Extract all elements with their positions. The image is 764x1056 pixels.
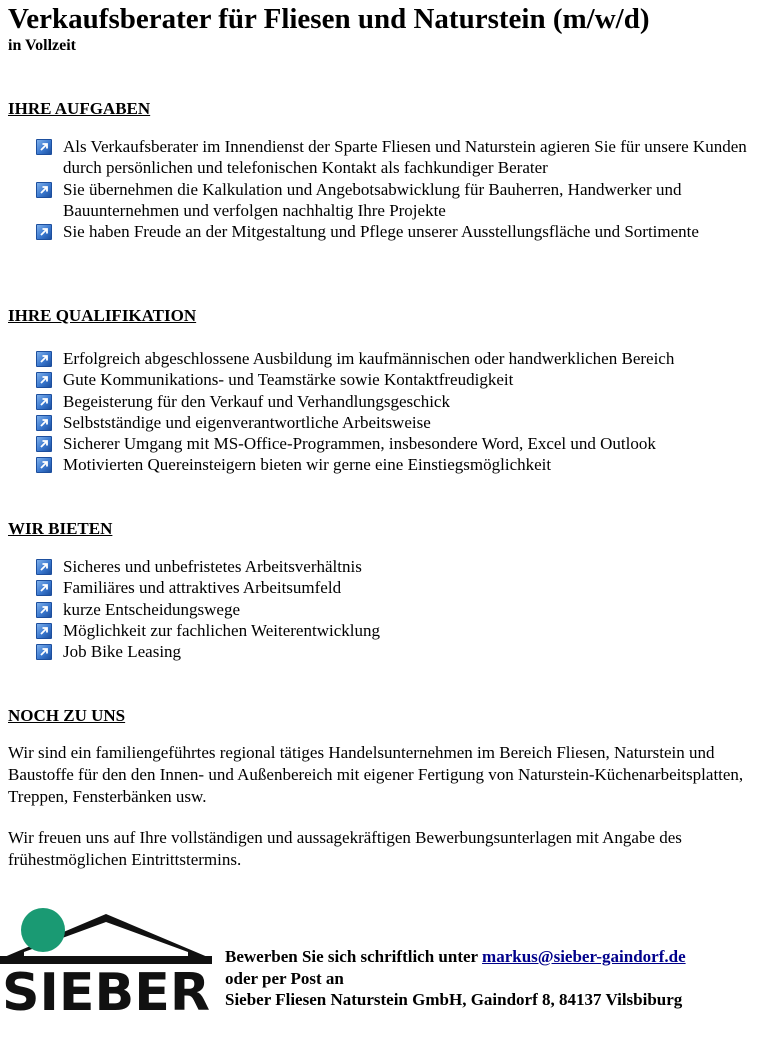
list-item <box>36 179 756 222</box>
arrow-up-right-icon <box>36 602 52 618</box>
list-item-text: Begeisterung für den Verkauf und Verhandlungsgeschick <box>63 391 450 411</box>
list-item <box>36 599 756 620</box>
qualifikation-list <box>36 348 756 476</box>
heading-uns: NOCH ZU UNS <box>8 706 126 725</box>
list-item <box>36 412 756 433</box>
aufgaben-list <box>36 136 756 242</box>
postal-address: Sieber Fliesen Naturstein GmbH, Gaindorf 8, 84137 Vilsbiburg <box>225 990 683 1009</box>
list-item-text: Sie übernehmen die Kalkulation und Angebotsabwicklung für Bauherren, Handwerker und Bauunternehmen und verfolgen nachhaltig Ihre Projekte <box>63 179 682 220</box>
sieber-logo <box>0 906 212 1018</box>
arrow-up-right-icon <box>36 436 52 452</box>
list-item <box>36 577 756 598</box>
company-description: Wir sind ein familiengeführtes regional tätiges Handelsunternehmen im Bereich Fliesen, Naturstein und Baustoffe für den den Innen- und Außenbereich mit eigener Fertigung von Naturstein-Küchenarbeitsplatten, Treppen, Fensterbänken usw. <box>8 743 744 806</box>
arrow-up-right-icon <box>36 351 52 367</box>
arrow-up-right-icon <box>36 394 52 410</box>
bieten-list <box>36 556 756 662</box>
contact-intro: Bewerben Sie sich schriftlich unter <box>225 947 483 966</box>
list-item-text: kurze Entscheidungswege <box>63 599 241 619</box>
arrow-up-right-icon <box>36 139 52 155</box>
list-item <box>36 348 756 369</box>
contact-block <box>225 946 686 1011</box>
arrow-up-right-icon <box>36 182 52 198</box>
logo-text: SIEBER <box>2 963 210 1018</box>
list-item-text: Als Verkaufsberater im Innendienst der Sparte Fliesen und Naturstein agieren Sie für unsere Kunden durch persönlichen und telefonischen Kontakt als fachkundiger Berater <box>63 137 747 178</box>
list-item-text: Familiäres und attraktives Arbeitsumfeld <box>63 578 342 598</box>
application-note: Wir freuen uns auf Ihre vollständigen und aussagekräftigen Bewerbungsunterlagen mit Angabe des frühestmöglichen Eintrittstermins. <box>8 828 682 869</box>
list-item <box>36 454 756 475</box>
arrow-up-right-icon <box>36 559 52 575</box>
arrow-up-right-icon <box>36 224 52 240</box>
list-item-text: Motivierten Quereinsteigern bieten wir gerne eine Einstiegsmöglichkeit <box>63 455 552 475</box>
list-item <box>36 369 756 390</box>
arrow-up-right-icon <box>36 457 52 473</box>
arrow-up-right-icon <box>36 644 52 660</box>
list-item-text: Selbstständige und eigenverantwortliche Arbeitsweise <box>63 412 431 432</box>
arrow-up-right-icon <box>36 580 52 596</box>
heading-bieten: WIR BIETEN <box>8 519 113 538</box>
employment-type: in Vollzeit <box>8 37 77 54</box>
contact-line-1 <box>225 946 686 968</box>
list-item-text: Sicherer Umgang mit MS-Office-Programmen, insbesondere Word, Excel und Outlook <box>63 434 656 454</box>
heading-aufgaben: IHRE AUFGABEN <box>8 99 151 118</box>
list-item-text: Gute Kommunikations- und Teamstärke sowie Kontaktfreudigkeit <box>63 370 514 390</box>
arrow-up-right-icon <box>36 623 52 639</box>
list-item-text: Sie haben Freude an der Mitgestaltung und Pflege unserer Ausstellungsfläche und Sortimente <box>63 222 699 242</box>
arrow-up-right-icon <box>36 372 52 388</box>
arrow-up-right-icon <box>36 415 52 431</box>
list-item-text: Sicheres und unbefristetes Arbeitsverhältnis <box>63 557 362 576</box>
list-item-text: Erfolgreich abgeschlossene Ausbildung im kaufmännischen oder handwerklichen Bereich <box>63 349 675 368</box>
email-link[interactable]: markus@sieber-gaindorf.de <box>482 947 686 966</box>
list-item <box>36 556 756 577</box>
list-item <box>36 620 756 641</box>
list-item <box>36 136 756 179</box>
list-item <box>36 433 756 454</box>
list-item <box>36 221 756 242</box>
heading-qualifikation: IHRE QUALIFIKATION <box>8 306 197 325</box>
list-item-text: Job Bike Leasing <box>63 642 182 662</box>
contact-line-2: oder per Post an <box>225 968 344 988</box>
list-item <box>36 641 756 662</box>
list-item <box>36 391 756 412</box>
page-title: Verkaufsberater für Fliesen und Naturstein (m/w/d) <box>8 3 650 35</box>
list-item-text: Möglichkeit zur fachlichen Weiterentwicklung <box>63 620 380 640</box>
